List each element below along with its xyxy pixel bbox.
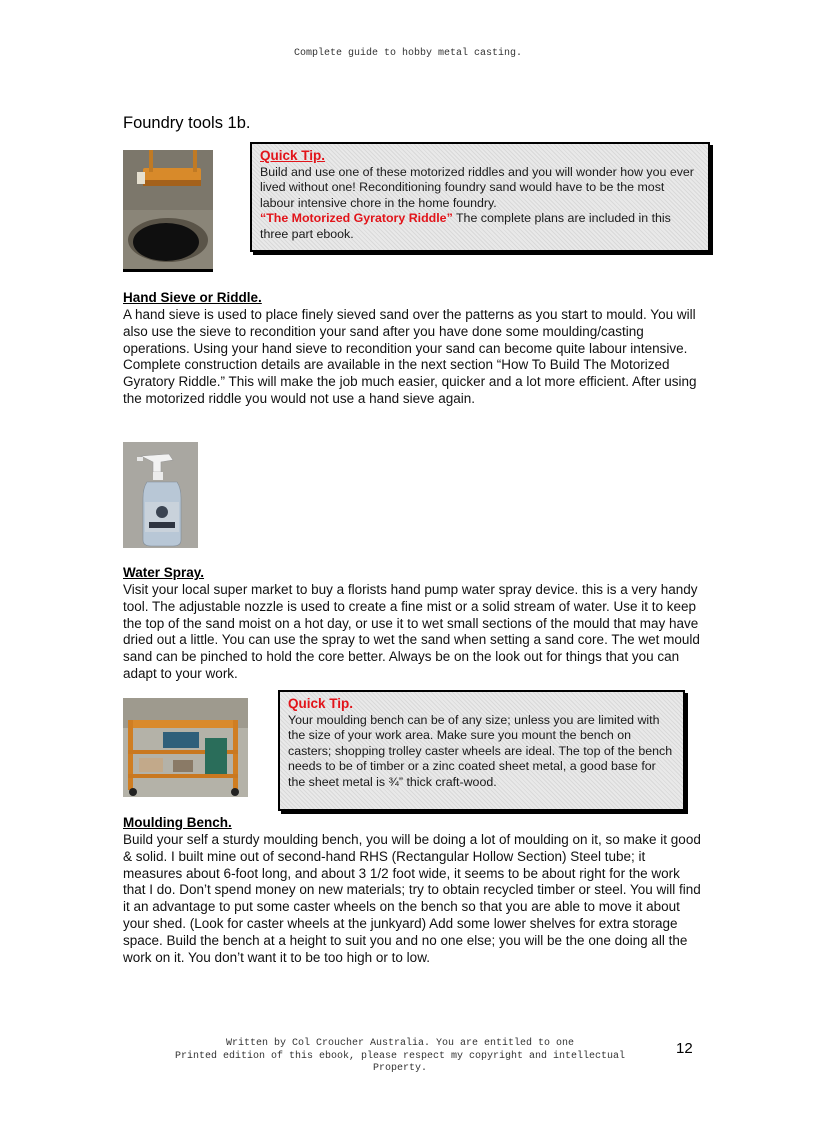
footer-line-3: Property. <box>372 1063 427 1074</box>
quick-tip-riddle <box>250 142 710 252</box>
quick-tip-body: Build and use one of these motorized riddles and you will wonder how you ever lived without one! Reconditioning foundry sand would have to be the most labour intensive chore in the home foundry. <box>260 164 694 210</box>
page-title: Foundry tools 1b. <box>123 114 251 132</box>
section-heading-hand-sieve: Hand Sieve or Riddle. <box>123 290 262 305</box>
section-text-water-spray: Visit your local super market to buy a florists hand pump water spray device. this is a very handy tool. The adjustable nozzle is used to create a fine mist or a solid stream of water. Use it to keep the top of the sand moist on a hot day, or use it to wet small sections of the mould that may have dried out a little. You can use the spray to wet the sand when setting a sand core. The wet mould sand can be pinched to hold the core better. Always be on the look out for things that you can adapt to your work. <box>123 582 700 681</box>
water-spray-photo <box>123 442 198 548</box>
quick-tip-bench <box>278 690 685 811</box>
running-header: Complete guide to hobby metal casting. <box>293 48 523 59</box>
section-text-hand-sieve: A hand sieve is used to place finely sieved sand over the patterns as you start to mould. You will also use the sieve to recondition your sand after you have done some moulding/casting operations. Using your hand sieve to recondition your sand can become quite labour intensive. Complete construction details are available in the next section “How To Build The Motorized Gyratory Riddle.” This will make the job much easier, quicker and a lot more efficient. After using the motorized riddle you would not use a hand sieve again. <box>123 307 697 406</box>
footer-line-2: Printed edition of this ebook, please respect my copyright and intellectual <box>174 1050 626 1062</box>
quick-tip-body: Your moulding bench can be of any size; unless you are limited with the size of your work area. Make sure you mount the bench on casters; shopping trolley caster wheels are ideal. The top of the bench needs to be of timber or a zinc coated sheet metal, a good base for the sheet metal is ¾” thick craft-wood. <box>288 712 673 789</box>
section-text-moulding-bench: Build your self a sturdy moulding bench, you will be doing a lot of moulding on it, so make it good & solid. I built mine out of second-hand RHS (Rectangular Hollow Section) Steel tube; it measures about 6-foot long, and about 3 1/2 foot wide, it seems to be about right for the work that I do. Don’t spend money on new materials; try to obtain recycled timber or steel. You will find it an advantage to put some caster wheels on the bench so that you are able to move it about your shed. (Look for caster wheels at the junkyard) Add some lower shelves for extra storage space. Build the bench at a height to suit you and no one else; you will be the one doing all the work on it. You don’t want it to be too high or to low. <box>123 832 701 965</box>
quick-tip-highlight: “The Motorized Gyratory Riddle” <box>260 211 453 226</box>
page-number: 12 <box>676 1040 693 1057</box>
riddle-photo <box>123 150 213 272</box>
section-heading-water-spray: Water Spray. <box>123 565 205 580</box>
quick-tip-tail: The complete plans are included in this three part ebook. <box>260 211 671 241</box>
quick-tip-title: Quick Tip. <box>288 696 354 711</box>
moulding-bench-photo <box>123 698 248 797</box>
section-heading-moulding-bench: Moulding Bench. <box>123 815 232 830</box>
footer-line-1: Written by Col Croucher Australia. You are entitled to one <box>225 1038 575 1049</box>
footer <box>120 1038 680 1076</box>
quick-tip-title: Quick Tip. <box>260 148 326 163</box>
